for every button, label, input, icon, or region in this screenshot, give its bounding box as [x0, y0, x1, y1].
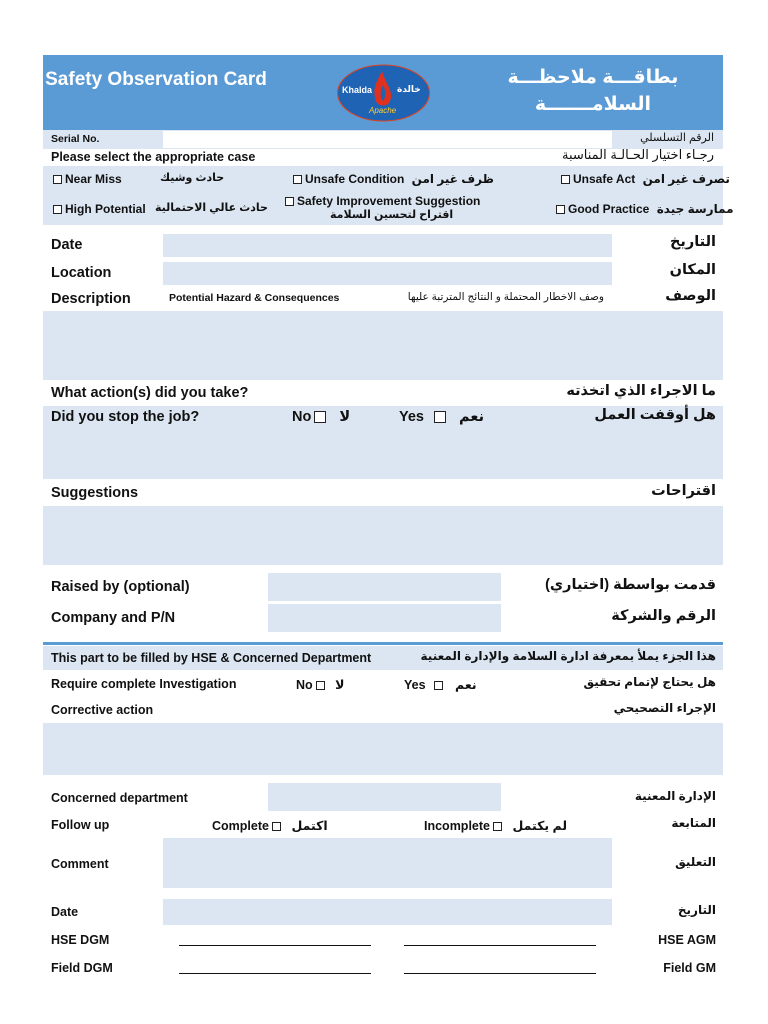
follow-up-label: Follow up — [51, 818, 110, 832]
date-label: Date — [51, 237, 83, 253]
comment-input[interactable] — [163, 838, 612, 888]
stop-job-no[interactable]: No لا — [292, 409, 351, 425]
logo-text-ar: خالدة — [397, 84, 421, 94]
case-high-potential[interactable]: High Potential — [50, 202, 146, 216]
raised-by-input[interactable] — [268, 573, 501, 601]
checkbox[interactable] — [272, 822, 281, 831]
checkbox[interactable] — [434, 411, 446, 423]
serial-input[interactable] — [163, 131, 612, 148]
suggestions-input[interactable] — [43, 506, 723, 565]
title-ar: بطاقـــة ملاحظـــة السلامـــــــة — [507, 67, 679, 115]
title-en: Safety Observation Card — [45, 69, 267, 90]
action-label: What action(s) did you take? — [51, 385, 249, 401]
checkbox[interactable] — [53, 205, 62, 214]
description-hint-ar: وصف الاخطار المحتملة و النتائج المترتبة عليها — [407, 291, 604, 303]
corrective-label: Corrective action — [51, 703, 154, 717]
location-label-ar: المكان — [669, 262, 716, 278]
raised-by-label-ar: قدمت بواسطة (اختياري) — [545, 577, 716, 593]
corrective-input[interactable] — [43, 723, 723, 775]
logo-sub: Apache — [369, 106, 397, 115]
follow-up-complete[interactable]: Complete اكتمل — [212, 819, 328, 833]
suggestions-label: Suggestions — [51, 485, 139, 501]
description-hint: Potential Hazard & Consequences — [169, 292, 340, 304]
case-near-miss-ar: حادث وشيك — [160, 172, 225, 184]
description-input[interactable] — [43, 311, 723, 380]
section-divider — [43, 642, 723, 645]
description-label-ar: الوصف — [665, 288, 716, 304]
case-unsafe-act[interactable]: Unsafe Act تصرف غير امن — [558, 172, 730, 186]
case-safety-suggestion[interactable]: Safety Improvement Suggestion — [282, 194, 480, 208]
checkbox[interactable] — [561, 175, 570, 184]
description-label: Description — [51, 291, 131, 307]
company-input[interactable] — [268, 604, 501, 632]
case-unsafe-condition[interactable]: Unsafe Condition ظرف غير امن — [290, 172, 494, 186]
date2-label-ar: التاريخ — [677, 903, 716, 917]
field-dgm-label: Field DGM — [51, 961, 113, 975]
follow-up-label-ar: المتابعة — [671, 816, 716, 830]
field-dgm-signature-line[interactable] — [179, 973, 371, 974]
date-label-ar: التاريخ — [669, 234, 716, 250]
checkbox[interactable] — [293, 175, 302, 184]
serial-label-ar: الرقم التسلسلي — [640, 132, 714, 144]
hse-dgm-label: HSE DGM — [51, 933, 110, 947]
hse-part-label-ar: هذا الجزء يملأ بمعرفة ادارة السلامة والإدارة المعنية — [420, 649, 716, 663]
case-near-miss[interactable]: Near Miss — [50, 172, 122, 186]
hse-dgm-signature-line[interactable] — [179, 945, 371, 946]
company-logo — [336, 63, 431, 123]
case-high-potential-ar: حادث عالي الاحتمالية — [155, 202, 268, 214]
select-case-label-ar: رجـاء اختيار الحـالـة المناسبة — [562, 147, 714, 162]
concerned-dept-label: Concerned department — [51, 791, 188, 805]
company-label: Company and P/N — [51, 610, 176, 626]
date2-input[interactable] — [163, 899, 612, 925]
checkbox[interactable] — [493, 822, 502, 831]
investigation-label: Require complete Investigation — [51, 677, 237, 691]
checkbox[interactable] — [285, 197, 294, 206]
concerned-dept-label-ar: الإدارة المعنية — [634, 789, 716, 803]
checkbox[interactable] — [556, 205, 565, 214]
date2-label: Date — [51, 905, 79, 919]
checkbox[interactable] — [434, 681, 443, 690]
investigation-no[interactable]: No لا — [296, 678, 345, 692]
serial-label: Serial No. — [51, 133, 100, 145]
stop-job-label-ar: هل أوقفت العمل — [594, 407, 716, 423]
hse-agm-label: HSE AGM — [658, 933, 716, 947]
location-input[interactable] — [163, 262, 612, 285]
checkbox[interactable] — [53, 175, 62, 184]
logo-text-en: Khalda — [342, 85, 373, 95]
hse-part-label: This part to be filled by HSE & Concerned Department — [51, 651, 372, 665]
hse-agm-signature-line[interactable] — [404, 945, 596, 946]
raised-by-label: Raised by (optional) — [51, 579, 190, 595]
field-gm-label: Field GM — [663, 961, 716, 975]
select-case-label: Please select the appropriate case — [51, 150, 256, 164]
follow-up-incomplete[interactable]: Incomplete لم يكتمل — [424, 819, 568, 833]
case-safety-suggestion-ar: اقتراح لتحسين السلامة — [330, 209, 454, 221]
corrective-label-ar: الإجراء التصحيحي — [613, 701, 716, 715]
date-input[interactable] — [163, 234, 612, 257]
action-label-ar: ما الاجراء الذي اتخذته — [566, 383, 716, 399]
case-good-practice[interactable]: Good Practice ممارسة جيدة — [553, 202, 734, 216]
field-gm-signature-line[interactable] — [404, 973, 596, 974]
concerned-dept-input[interactable] — [268, 783, 501, 811]
investigation-label-ar: هل يحتاج لإتمام تحقيق — [583, 675, 716, 689]
checkbox[interactable] — [316, 681, 325, 690]
investigation-yes[interactable]: Yes نعم — [404, 678, 477, 692]
company-label-ar: الرقم والشركة — [611, 608, 716, 624]
stop-job-yes[interactable]: Yes نعم — [399, 409, 485, 425]
stop-job-label: Did you stop the job? — [51, 409, 200, 425]
comment-label-ar: التعليق — [675, 855, 716, 869]
location-label: Location — [51, 265, 112, 281]
suggestions-label-ar: اقتراحات — [651, 483, 716, 499]
checkbox[interactable] — [314, 411, 326, 423]
comment-label: Comment — [51, 857, 109, 871]
